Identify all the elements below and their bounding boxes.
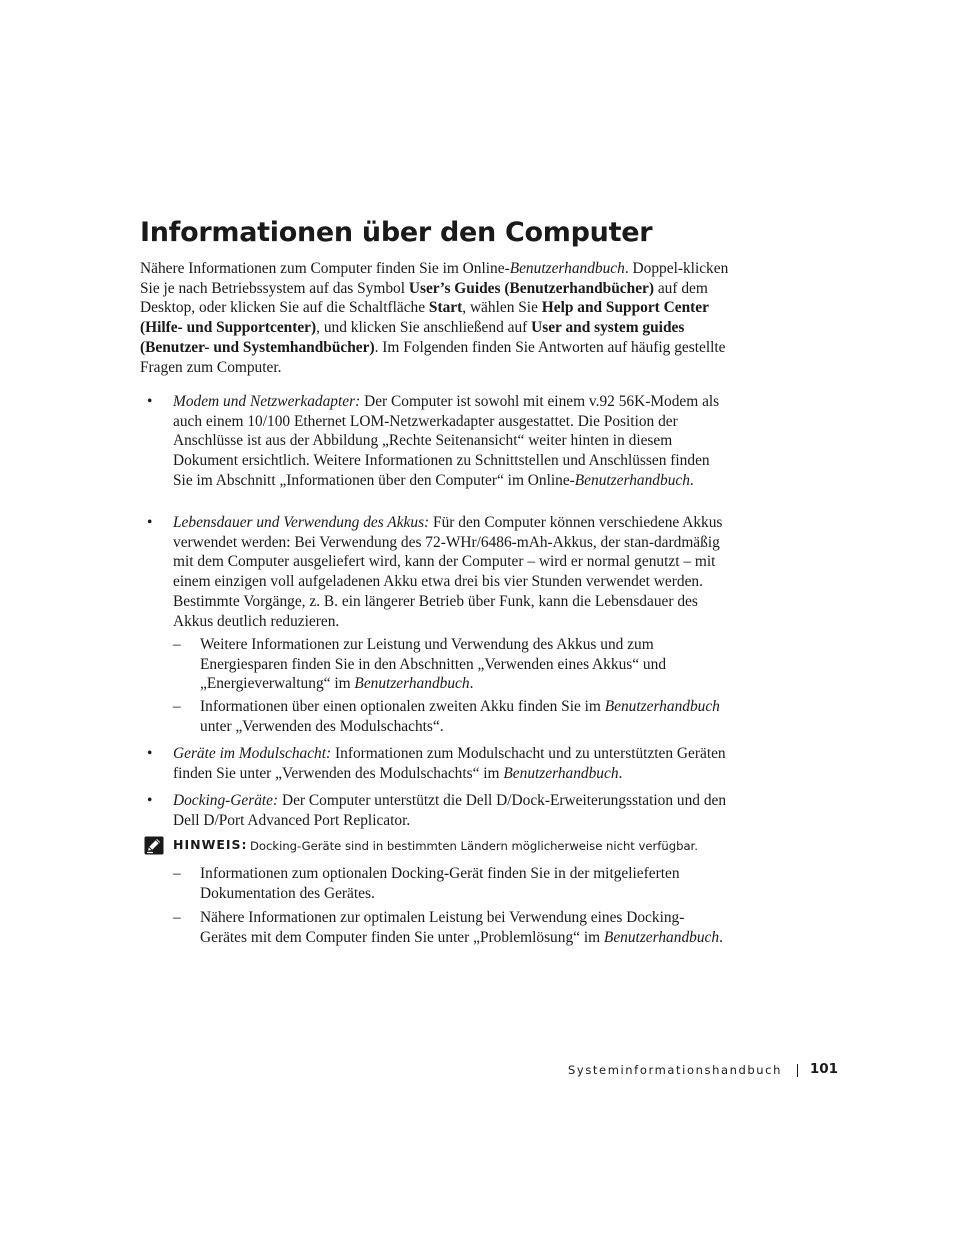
manual-ref: Benutzerhandbuch <box>603 928 720 946</box>
intro-text: auf dem Desktop, oder klicken Sie auf die Schaltfläche <box>140 279 708 317</box>
list-item-end: . <box>689 471 694 489</box>
sub-list-item <box>173 697 730 736</box>
sub-item-end: unter „Verwenden des Modulschachts“. <box>200 717 444 735</box>
intro-paragraph <box>140 259 732 377</box>
sub-item-text: Nähere Informationen zur optimalen Leistung bei Verwendung eines Docking-Gerätes mit dem Computer finden Sie unter „Problemlösung“ im <box>200 909 685 946</box>
note-label: HINWEIS: <box>173 837 248 852</box>
sub-item-text: Informationen über einen optionalen zweiten Akku finden Sie im <box>200 698 605 715</box>
intro-help-center-ref: Help and Support Center (Hilfe- und Supportcenter) <box>140 299 709 337</box>
intro-system-guides-ref: User and system guides (Benutzer- und Systemhandbücher) <box>140 319 685 356</box>
bullet-icon: • <box>147 792 153 809</box>
intro-text: Nähere Informationen zum Computer finden Sie im Online- <box>140 260 510 277</box>
list-item-text: Informationen zum Modulschacht und zu unterstützten Geräten finden Sie unter „Verwenden des Modulschachts“ im <box>173 745 726 782</box>
page-footer <box>560 1061 838 1081</box>
footer-title: Systeminformationshandbuch <box>568 1063 782 1077</box>
intro-text: , wählen Sie <box>462 299 542 317</box>
dash-icon: – <box>173 909 181 926</box>
intro-manual-ref: Benutzerhandbuch <box>509 260 625 277</box>
list-item-text: Der Computer unterstützt die Dell D/Dock-Erweiterungsstation und den Dell D/Port Advanced Port Replicator. <box>173 792 727 829</box>
list-item <box>147 744 733 783</box>
note-pencil-icon <box>144 836 164 855</box>
list-item-label: Geräte im Modulschacht: <box>173 745 332 762</box>
list-item-label: Docking-Geräte: <box>173 792 279 809</box>
list-item-text: Für den Computer können verschiedene Akkus verwendet werden: Bei Verwendung des 72-WHr/6486-mAh-Akkus, der stan-dardmäßig mit dem Computer ausgeliefert wird, kann der Computer – wird er normal genutzt – mit einem einzigen voll aufgeladenen Akku etwa drei bis vier Stunden verwendet werden. Bestimmte Vorgänge, z. B. ein längerer Betrieb über Funk, kann die Lebensdauer des Akkus deutlich reduzieren. <box>173 514 723 630</box>
bullet-icon: • <box>147 514 153 531</box>
sub-item-end: . <box>719 928 723 946</box>
list-item-text: Der Computer ist sowohl mit einem v.92 56K-Modem als auch einem 10/100 Ethernet LOM-Netzwerkadapter ausgestattet. Die Position der Anschlüsse ist aus der Abbildung „Rechte Seitenansicht“ weiter hinten in diesem Dokument ersichtlich. Weitere Informationen zu Schnittstellen und Anschlüssen finden Sie im Abschnitt „Informationen über den Computer“ im Online- <box>173 393 720 489</box>
footer-divider <box>797 1064 798 1077</box>
sub-item-text: Informationen zum optionalen Docking-Gerät finden Sie in der mitgelieferten Dokumentation des Gerätes. <box>200 865 680 902</box>
list-item <box>147 392 733 491</box>
dash-icon: – <box>173 698 181 715</box>
list-item-end: . <box>618 764 623 782</box>
manual-ref: Benutzerhandbuch <box>574 471 690 489</box>
manual-ref: Benutzerhandbuch <box>503 764 619 782</box>
intro-start-button-ref: Start <box>428 299 463 317</box>
list-item <box>147 513 733 631</box>
bullet-icon: • <box>147 393 153 410</box>
sub-list-item <box>173 908 730 947</box>
list-item-label: Lebensdauer und Verwendung des Akkus: <box>173 514 430 531</box>
sub-item-text: Weitere Informationen zur Leistung und Verwendung des Akkus und zum Energiesparen finden Sie in den Abschnitten „Verwenden eines Akkus“ und „Energieverwaltung“ im <box>200 636 667 693</box>
dash-icon: – <box>173 636 181 653</box>
list-item-label: Modem und Netzwerkadapter: <box>173 393 361 410</box>
intro-text: . Doppel-klicken Sie je nach Betriebssystem auf das Symbol <box>140 260 729 297</box>
sub-list-item <box>173 864 730 903</box>
sub-list-item <box>173 635 730 694</box>
bullet-icon: • <box>147 745 153 762</box>
list-item <box>147 791 733 830</box>
dash-icon: – <box>173 865 181 882</box>
intro-text: . Im Folgenden finden Sie Antworten auf häufig gestellte Fragen zum Computer. <box>140 338 726 376</box>
intro-users-guides-symbol: User’s Guides (Benutzerhandbücher) <box>408 279 654 297</box>
intro-text: , und klicken Sie anschließend auf <box>316 319 532 337</box>
note-box <box>140 836 740 858</box>
manual-ref: Benutzerhandbuch <box>604 698 720 715</box>
page-title: Informationen über den Computer <box>140 217 653 248</box>
sub-item-end: . <box>469 675 474 693</box>
manual-ref: Benutzerhandbuch <box>354 675 470 693</box>
note-text: Docking-Geräte sind in bestimmten Ländern möglicherweise nicht verfügbar. <box>250 839 698 853</box>
page-number: 101 <box>809 1061 838 1077</box>
